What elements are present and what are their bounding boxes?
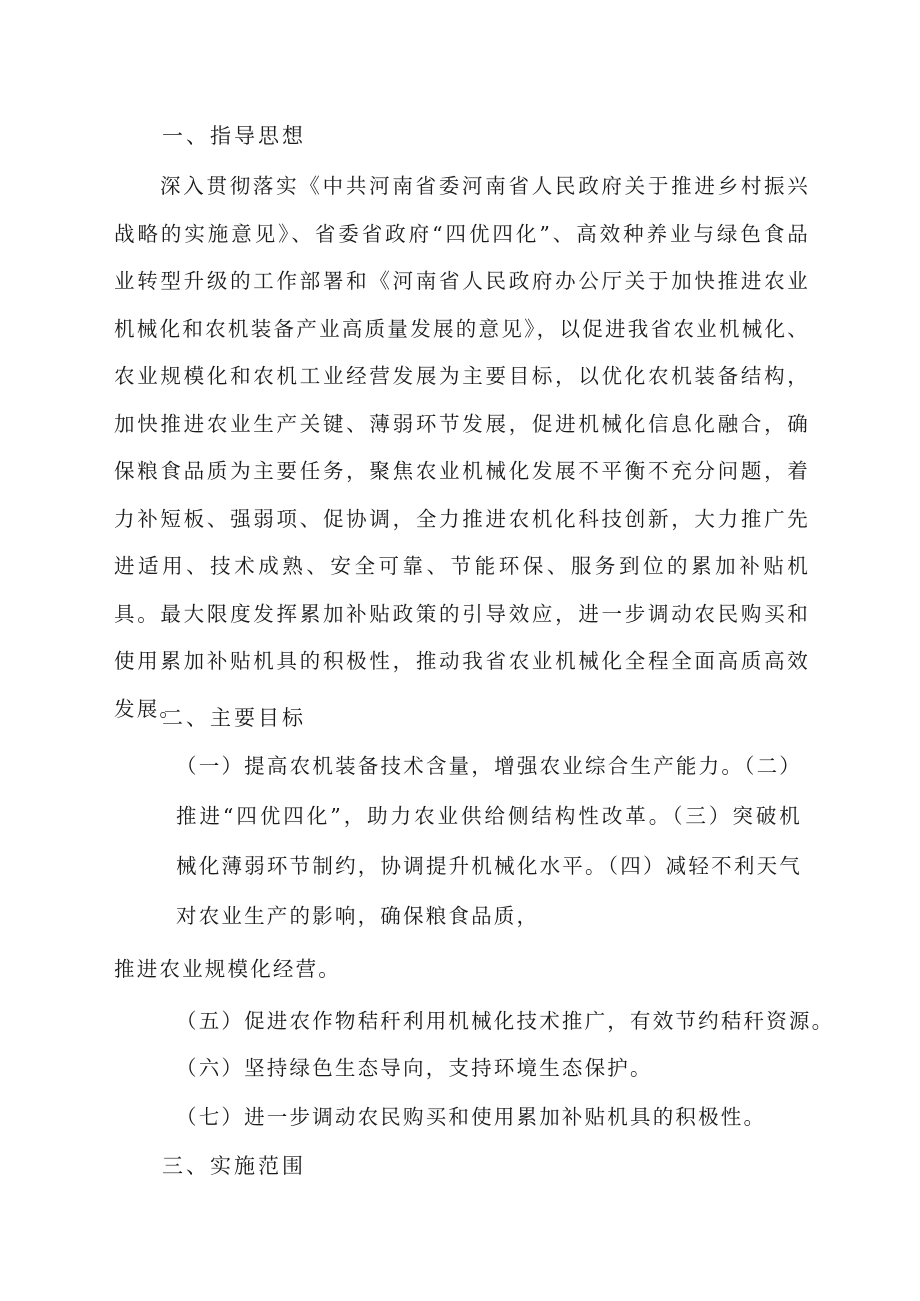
section-1-paragraph: 深入贯彻落实《中共河南省委河南省人民政府关于推进乡村振兴战略的实施意见》、省委省政府“四优四化”、高效种养业与绿色食品业转型升级的工作部署和《河南省人民政府办公厅关于加快推进农业机械化和农机装备产业高质量发展的意见》，以促进我省农业机械化、农业规模化和农机工业经营发展为主要目标，以优化农机装备结构，加快推进农业生产关键、薄弱环节发展，促进机械化信息化融合，确保粮食品质为主要任务，聚焦农业机械化发展不平衡不充分问题，着力补短板、强弱项、促协调，全力推进农机化科技创新，大力推广先进适用、技术成熟、安全可靠、节能环保、服务到位的累加补贴机具。最大限度发挥累加补贴政策的引导效应，进一步调动农民购买和使用累加补贴机具的积极性，推动我省农业机械化全程全面高质高效发展。 <box>114 174 810 721</box>
section-3-heading: 三、实施范围 <box>162 1154 306 1178</box>
section-2-heading: 二、主要目标 <box>162 706 306 730</box>
goals-continuation-line: 推进农业规模化经营。 <box>114 957 341 981</box>
goal-6-item: （六）坚持绿色生态导向，支持环境生态保护。 <box>176 1056 653 1080</box>
goal-7-item: （七）进一步调动农民购买和使用累加补贴机具的积极性。 <box>176 1105 767 1129</box>
section-1-heading: 一、指导思想 <box>162 124 306 148</box>
goal-5-item: （五）促进农作物秸秆利用机械化技术推广，有效节约秸秆资源。 <box>176 1009 835 1033</box>
goals-1-4-paragraph: （一）提高农机装备技术含量，增强农业综合生产能力。（二）推进“四优四化”，助力农业供给侧结构性改革。（三）突破机械化薄弱环节制约，协调提升机械化水平。（四）减轻不利天气对农业生产的影响，确保粮食品质， <box>176 754 802 928</box>
